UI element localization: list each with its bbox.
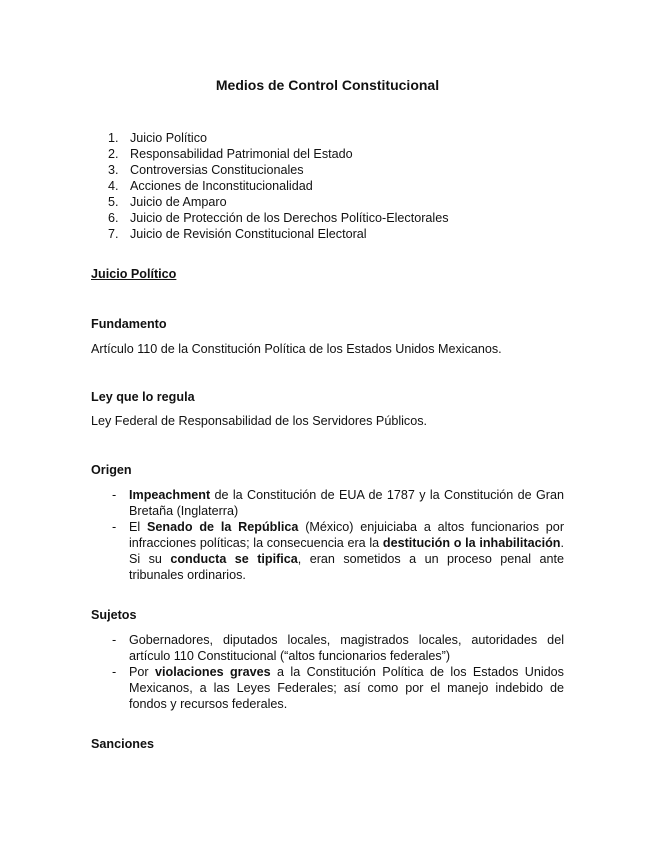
dash-bullet: - bbox=[112, 488, 117, 502]
toc-label: Acciones de Inconstitucionalidad bbox=[130, 179, 313, 193]
toc-item bbox=[108, 162, 449, 178]
list-item: - Gobernadores, diputados locales, magistrados locales, autoridades del artículo 110 Constitucional (“altos funcionarios federales”) bbox=[112, 633, 564, 663]
toc-item bbox=[108, 194, 449, 210]
sujetos-list bbox=[112, 632, 564, 712]
toc-label: Responsabilidad Patrimonial del Estado bbox=[130, 147, 353, 161]
ley-heading: Ley que lo regula bbox=[91, 390, 195, 404]
dash-bullet: - bbox=[112, 520, 117, 534]
section-title: Juicio Político bbox=[91, 267, 177, 281]
toc-number: 6. bbox=[108, 211, 119, 225]
toc-label: Juicio de Amparo bbox=[130, 195, 227, 209]
toc-item bbox=[108, 146, 449, 162]
dash-bullet: - bbox=[112, 665, 117, 679]
toc-label: Juicio de Protección de los Derechos Político-Electorales bbox=[130, 211, 449, 225]
list-item: - El Senado de la República (México) enjuiciaba a altos funcionarios por infracciones políticas; la consecuencia era la destitución o la inhabilitación. Si su conducta se tipifica, eran sometidos a un proceso penal ante tribunales ordinarios. bbox=[112, 520, 565, 582]
toc-number: 5. bbox=[108, 195, 119, 209]
origen-heading: Origen bbox=[91, 463, 132, 477]
toc-item bbox=[108, 226, 449, 242]
origen-list bbox=[112, 487, 564, 583]
list-item: - Impeachment de la Constitución de EUA de 1787 y la Constitución de Gran Bretaña (Inglaterra) bbox=[112, 488, 564, 518]
sujetos-heading: Sujetos bbox=[91, 608, 137, 622]
toc-number: 4. bbox=[108, 179, 119, 193]
toc-item bbox=[108, 178, 449, 194]
toc-item bbox=[108, 130, 449, 146]
fundamento-text: Artículo 110 de la Constitución Política de los Estados Unidos Mexicanos. bbox=[91, 342, 502, 356]
toc-label: Juicio Político bbox=[130, 131, 207, 145]
fundamento-heading: Fundamento bbox=[91, 317, 167, 331]
toc-number: 7. bbox=[108, 227, 119, 241]
list-item: - Por violaciones graves a la Constitución Política de los Estados Unidos Mexicanos, a las Leyes Federales; así como por el manejo indebido de fondos y recursos federales. bbox=[112, 665, 564, 711]
toc-label: Juicio de Revisión Constitucional Electoral bbox=[130, 227, 367, 241]
sanciones-heading: Sanciones bbox=[91, 737, 154, 751]
toc-list bbox=[108, 130, 449, 242]
document-title: Medios de Control Constitucional bbox=[215, 77, 440, 93]
toc-number: 2. bbox=[108, 147, 119, 161]
toc-number: 1. bbox=[108, 131, 119, 145]
ley-text: Ley Federal de Responsabilidad de los Servidores Públicos. bbox=[91, 414, 428, 428]
toc-item bbox=[108, 210, 449, 226]
dash-bullet: - bbox=[112, 633, 117, 647]
toc-label: Controversias Constitucionales bbox=[130, 163, 304, 177]
toc-number: 3. bbox=[108, 163, 119, 177]
